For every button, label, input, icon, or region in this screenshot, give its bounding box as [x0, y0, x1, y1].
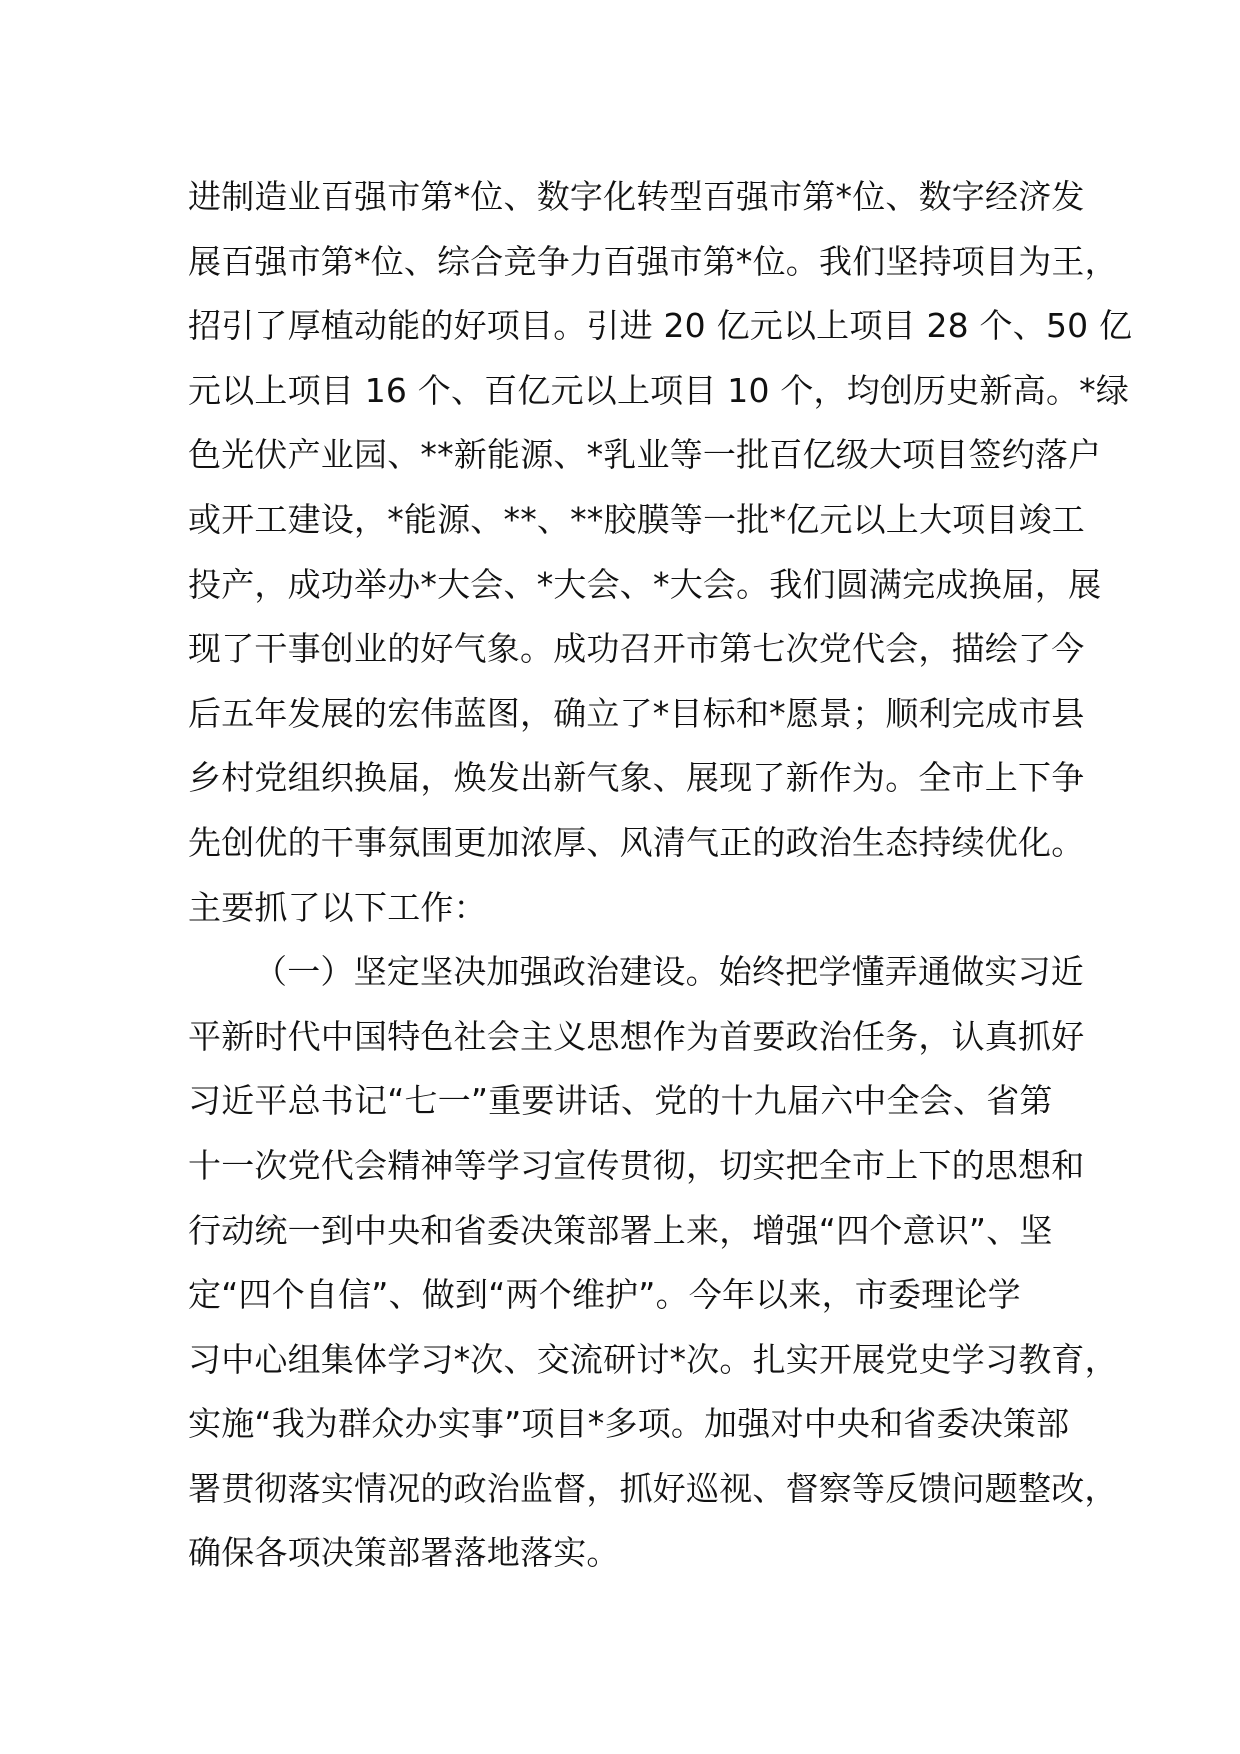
- body-text: [188, 165, 1133, 1586]
- text-line: 元以上项目 16 个、百亿元以上项目 10 个，均创历史新高。*绿: [188, 370, 1130, 410]
- text-line: 后五年发展的宏伟蓝图，确立了*目标和*愿景；顺利完成市县: [188, 693, 1085, 733]
- text-line: 色光伏产业园、**新能源、*乳业等一批百亿级大项目签约落户: [188, 435, 1102, 475]
- text-line: 署贯彻落实情况的政治监督，抓好巡视、督察等反馈问题整改，: [188, 1468, 1118, 1508]
- text-line: 平新时代中国特色社会主义思想作为首要政治任务，认真抓好: [188, 1016, 1085, 1056]
- text-line: 定“四个自信”、做到“两个维护”。今年以来，市委理论学: [188, 1275, 1021, 1315]
- text-line: 习中心组集体学习*次、交流研讨*次。扎实开展党史学习教育，: [188, 1339, 1118, 1379]
- text-line: 进制造业百强市第*位、数字化转型百强市第*位、数字经济发: [188, 177, 1085, 216]
- text-line: 现了干事创业的好气象。成功召开市第七次党代会，描绘了今: [188, 629, 1085, 669]
- text-line: 十一次党代会精神等学习宣传贯彻，切实把全市上下的思想和: [188, 1145, 1085, 1185]
- section-heading-line: （一）坚定坚决加强政治建设。始终把学懂弄通做实习近: [254, 952, 1084, 992]
- text-line: 先创优的干事氛围更加浓厚、风清气正的政治生态持续优化。: [188, 822, 1085, 862]
- text-line: 乡村党组织换届，焕发出新气象、展现了新作为。全市上下争: [188, 758, 1085, 798]
- text-line: 实施“我为群众办实事”项目*多项。加强对中央和省委决策部: [188, 1404, 1070, 1444]
- text-line: 或开工建设，*能源、**、**胶膜等一批*亿元以上大项目竣工: [188, 499, 1085, 539]
- text-line: 投产，成功举办*大会、*大会、*大会。我们圆满完成换届，展: [188, 564, 1102, 604]
- text-line: 招引了厚植动能的好项目。引进 20 亿元以上项目 28 个、50 亿: [188, 306, 1133, 346]
- text-line: 确保各项决策部署落地落实。: [188, 1533, 620, 1573]
- text-line: 展百强市第*位、综合竞争力百强市第*位。我们坚持项目为王，: [188, 241, 1118, 281]
- text-line: 主要抓了以下工作：: [188, 887, 487, 927]
- text-line: 行动统一到中央和省委决策部署上来，增强“四个意识”、坚: [188, 1210, 1053, 1250]
- text-line: 习近平总书记“七一”重要讲话、党的十九届六中全会、省第: [188, 1081, 1053, 1121]
